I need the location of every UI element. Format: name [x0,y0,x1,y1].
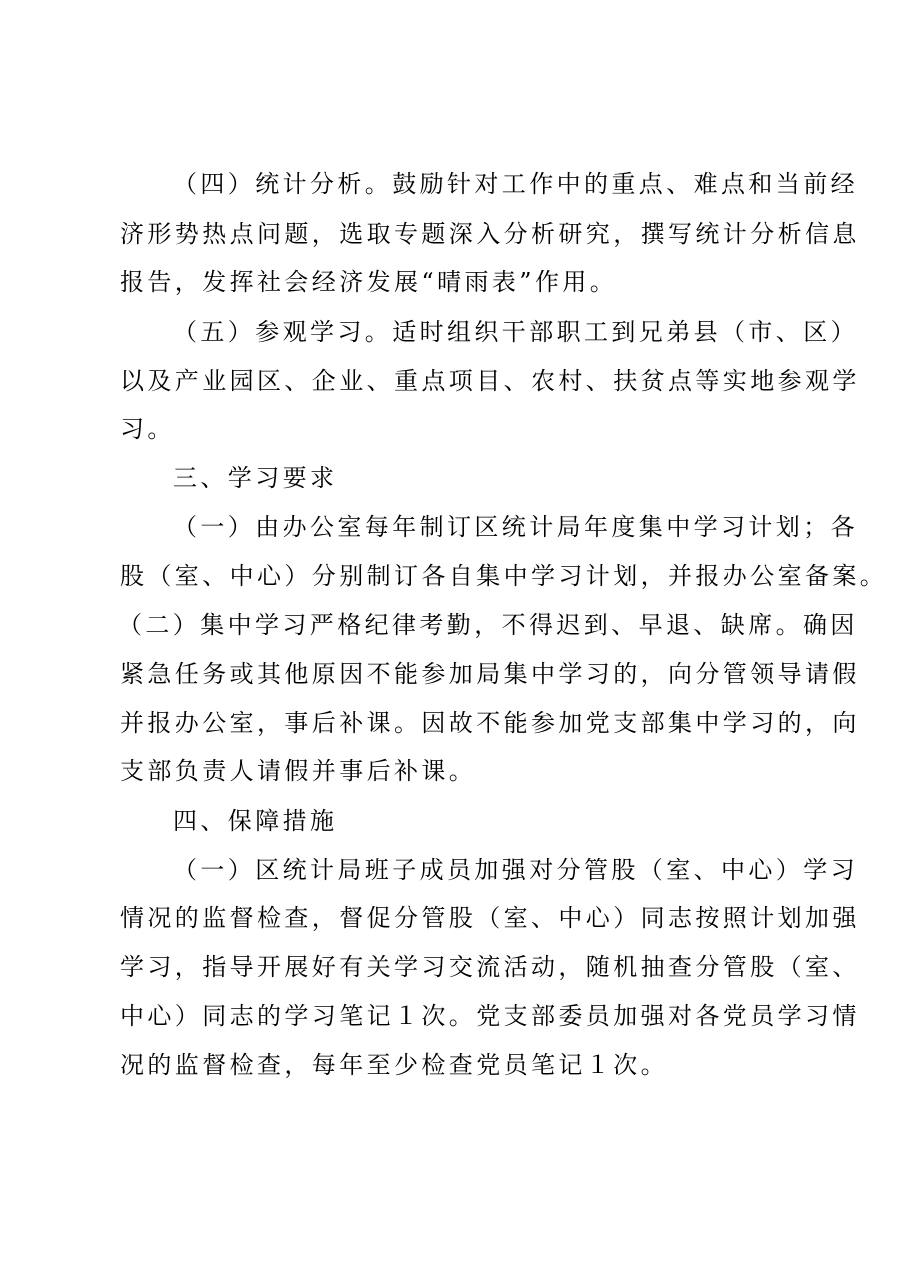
section-heading: 三、学习要求 [173,464,338,492]
paragraph-line: 济形势热点问题，选取专题深入分析研究，撰写统计分析信息 [120,220,860,248]
paragraph-line: （四）统计分析。鼓励针对工作中的重点、难点和当前经 [173,170,858,198]
paragraph-line: （五）参观学习。适时组织干部职工到兄弟县（市、区） [173,318,858,346]
paragraph-line: 并报办公室，事后补课。因故不能参加党支部集中学习的，向 [120,709,860,737]
paragraph-line: （二）集中学习严格纪律考勤，不得迟到、早退、缺席。确因 [118,611,858,639]
paragraph-line: 学习，指导开展好有关学习交流活动，随机抽查分管股（室、 [120,953,860,981]
paragraph-line: 支部负责人请假并事后补课。 [120,757,477,785]
paragraph-line: 中心）同志的学习笔记１次。党支部委员加强对各党员学习情 [120,1002,860,1030]
section-heading: 四、保障措施 [173,807,338,835]
paragraph-line: （一）由办公室每年制订区统计局年度集中学习计划；各 [173,513,858,541]
paragraph-line: 以及产业园区、企业、重点项目、农村、扶贫点等实地参观学 [120,367,860,395]
paragraph-line: 紧急任务或其他原因不能参加局集中学习的，向分管领导请假 [120,660,860,688]
paragraph-line: 报告，发挥社会经济发展“晴雨表”作用。 [120,268,618,296]
paragraph-line: 况的监督检查，每年至少检查党员笔记１次。 [120,1051,668,1079]
paragraph-line: 股（室、中心）分别制订各自集中学习计划，并报办公室备案。 [120,562,888,590]
paragraph-line: 习。 [120,415,175,443]
paragraph-line: 情况的监督检查，督促分管股（室、中心）同志按照计划加强 [120,904,860,932]
paragraph-line: （一）区统计局班子成员加强对分管股（室、中心）学习 [173,856,858,884]
